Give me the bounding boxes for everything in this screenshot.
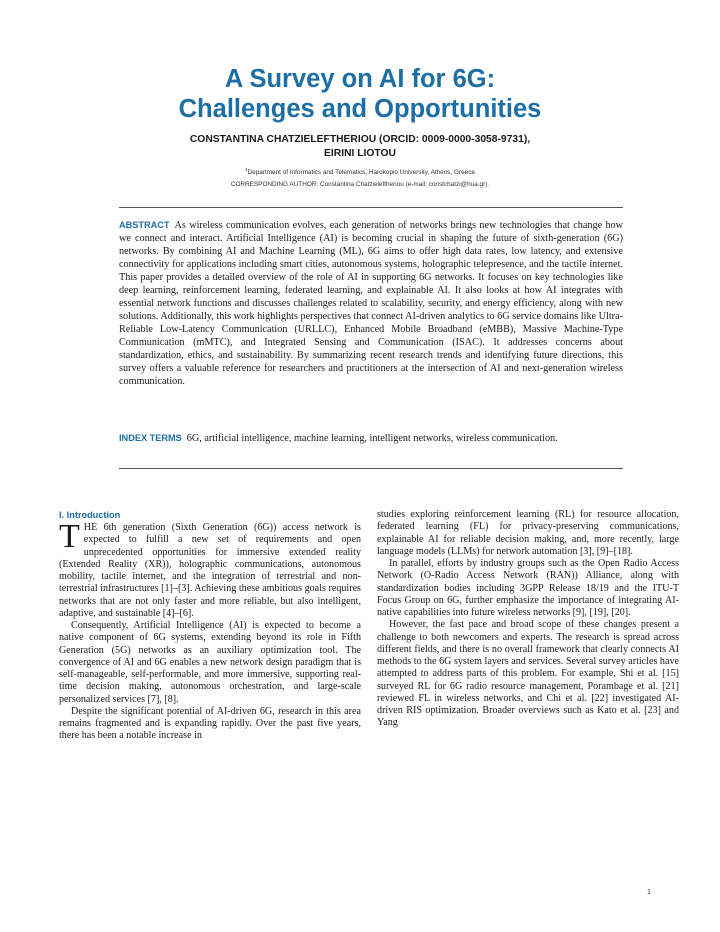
page-number: 1 xyxy=(647,889,651,896)
index-terms-text: 6G, artificial intelligence, machine learning, intelligent networks, wireless communication. xyxy=(186,433,558,444)
left-column xyxy=(59,509,361,743)
abstract-text: As wireless communication evolves, each generation of networks brings new technologies that change how we connect and interact. Artificial Intelligence (AI) is becoming crucial in shaping the future of sixth-generation (6G) networks. By combining AI and Machine Learning (ML), 6G aims to offer high data rates, low latency, and extensive connectivity for applications including smart cities, autonomous systems, holographic telepresence, and the tactile internet. This paper provides a detailed overview of the role of AI in supporting 6G networks. It focuses on key technologies like deep learning, reinforcement learning, federated learning, and explainable AI. It also looks at how AI integrates with essential network functions and discusses challenges related to scalability, security, and energy efficiency, along with new solutions. Additionally, this work highlights perspectives that connect AI-driven analytics to 6G service domains like Ultra-Reliable Low-Latency Communication (URLLC), Enhanced Mobile Broadband (eMBB), Massive Machine-Type Communication (mMTC), and Integrated Sensing and Communication (ISAC). It addresses concerns about standardization, ethics, and sustainability. By summarizing recent research trends and identifying future directions, this survey offers a valuable reference for researchers and practitioners at the intersection of AI and next-generation wireless communication. xyxy=(119,220,623,387)
paper-title-line-2: Challenges and Opportunities xyxy=(178,95,542,123)
intro-paragraph-3: Despite the significant potential of AI-driven 6G, research in this area remains fragmented and is expanding rapidly. Over the past five years, there has been a notable increase in xyxy=(59,705,361,742)
paper-title-line-1: A Survey on AI for 6G: xyxy=(224,65,496,93)
affiliation-text: Department of Informatics and Telematics, Harokopio University, Athens, Greece xyxy=(247,169,475,176)
index-terms xyxy=(119,432,623,445)
intro-paragraph-1 xyxy=(59,518,361,620)
intro-paragraph-4: studies exploring reinforcement learning (RL) for resource allocation, federated learning (FL) for privacy-preserving communications, explainable AI for reliable decision making, and, more recently, large language models (LLMs) for network automation [3], [9]–[18]. xyxy=(377,509,679,557)
intro-paragraph-1-text: HE 6th generation (Sixth Generation (6G)) access network is expected to fulfill a new set of requirements and open unprecedented opportunities for immersive extended reality (Extended Reality (XR)), holographic communications, autonomous mobility, tactile internet, and the integration of terrestrial and non-terrestrial infrastructures [1]–[3]. Achieving these ambitious goals requires networks that are not only faster and more reliable, but also intelligent, adaptive, and sustainable [4]–[6]. xyxy=(59,522,361,619)
section-heading: I. Introduction xyxy=(59,510,121,520)
abstract xyxy=(119,219,623,388)
intro-paragraph-5: In parallel, efforts by industry groups such as the Open Radio Access Network (O-Radio Access Network (RAN)) Alliance, along with standardization bodies including 3GPP Release 18/19 and the ITU-T Focus Group on 6G, further emphasize the importance of integrating AI-native capabilities into future wireless networks [9], [19], [20]. xyxy=(377,558,679,618)
corresponding-author: CORRESPONDING AUTHOR: Constantina Chatzieleftheriou (e-mail: constchatzi@hua.gr). xyxy=(230,181,490,188)
dropcap: T xyxy=(59,518,80,555)
abstract-bottom-rule xyxy=(119,468,623,469)
intro-paragraph-6: However, the fast pace and broad scope of these changes present a challenge to both newcomers and experts. The research is spread across different fields, and there is no overall framework that clearly connects AI methods to the 6G system layers and services. Several survey articles have attempted to address parts of this problem. For example, Shi et al. [15] surveyed RL for 6G radio resource management, Porambage et al. [21] reviewed FL in wireless networks, and Chi et al. [22] investigated AI-driven RIS optimization. Broader overviews such as Kato et al. [23] and Yang xyxy=(377,619,679,729)
intro-paragraph-2: Consequently, Artificial Intelligence (AI) is expected to become a native component of 6G systems, extending beyond its role in Fifth Generation (5G) networks as an auxiliary optimization tool. The convergence of AI and 6G enables a new network design paradigm that is self-manageable, self-performable, and more immersive, supporting real-time decision making, autonomous orchestration, and large-scale personalized services [7], [8]. xyxy=(59,620,361,705)
authors-line-1: CONSTANTINA CHATZIELEFTHERIOU (ORCID: 0009-0000-3058-9731), xyxy=(189,134,531,145)
index-terms-label: INDEX TERMS xyxy=(119,433,182,443)
affiliation xyxy=(60,165,660,177)
authors-line-2: EIRINI LIOTOU xyxy=(324,148,396,159)
abstract-top-rule xyxy=(119,207,623,208)
abstract-label: ABSTRACT xyxy=(119,220,170,230)
right-column xyxy=(377,509,679,730)
affiliation-superscript: 1 xyxy=(245,167,248,172)
